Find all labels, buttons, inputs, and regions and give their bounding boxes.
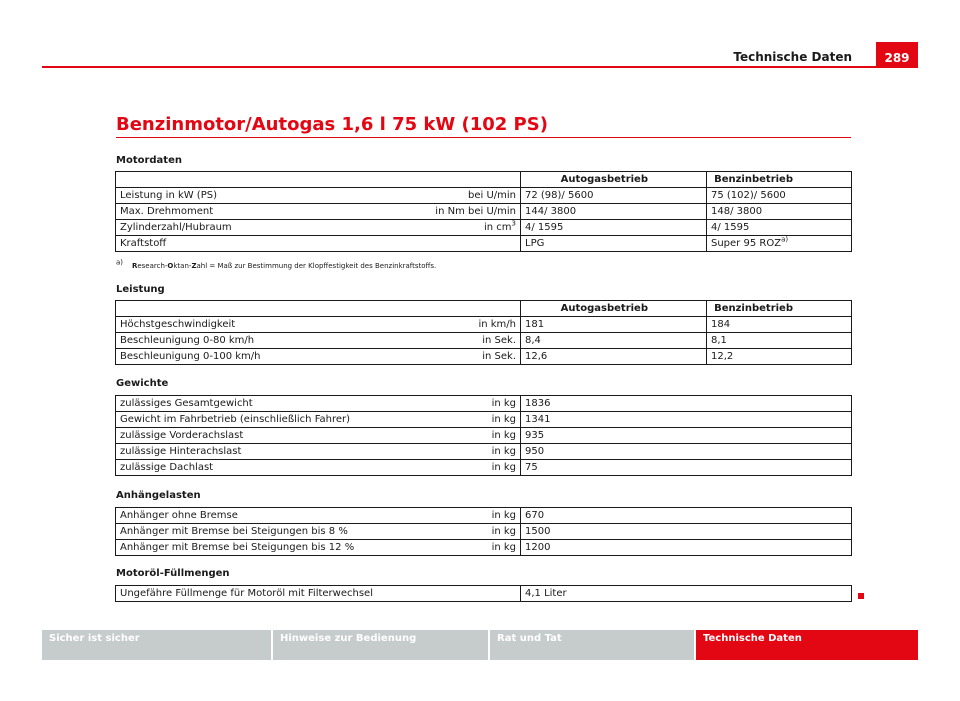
col-header-autogas: Autogasbetrieb [521, 301, 707, 317]
value-autogas: 144/ 3800 [521, 204, 707, 220]
value: 75 [521, 460, 852, 476]
section-label-motordaten: Motordaten [116, 155, 182, 166]
row-unit: in kg [406, 524, 521, 540]
row-unit [406, 236, 521, 252]
value-benzin [707, 236, 852, 252]
table-header-empty [116, 172, 521, 188]
row-unit: in kg [406, 428, 521, 444]
table-row [116, 540, 852, 556]
value-benzin: 148/ 3800 [707, 204, 852, 220]
table-row [116, 508, 852, 524]
row-label: Ungefähre Füllmenge für Motoröl mit Filterwechsel [116, 586, 521, 602]
table-row [116, 349, 852, 365]
col-header-benzin: Benzinbetrieb [707, 301, 852, 317]
row-label: Gewicht im Fahrbetrieb (einschließlich Fahrer) [116, 412, 406, 428]
footnote-initial: R [131, 262, 138, 270]
table-header-row [116, 301, 852, 317]
row-label: zulässige Dachlast [116, 460, 406, 476]
table-row [116, 204, 852, 220]
row-unit: in km/h [406, 317, 521, 333]
footnote-initial: O [167, 262, 174, 270]
col-header-benzin: Benzinbetrieb [707, 172, 852, 188]
table-row [116, 524, 852, 540]
table-row [116, 428, 852, 444]
row-unit: bei U/min [406, 188, 521, 204]
row-unit: in kg [406, 540, 521, 556]
row-label: Anhänger ohne Bremse [116, 508, 406, 524]
row-unit: in kg [406, 460, 521, 476]
value-autogas: 181 [521, 317, 707, 333]
table-row [116, 460, 852, 476]
section-label-anhaengelasten: Anhängelasten [116, 490, 201, 501]
table-motoroel [115, 585, 852, 602]
row-unit [406, 220, 521, 236]
page-header [0, 0, 960, 80]
section-label-motoroel: Motoröl-Füllmengen [116, 568, 230, 579]
section-label-gewichte: Gewichte [116, 378, 169, 389]
value: 1200 [521, 540, 852, 556]
footer-tab-rat-und-tat[interactable]: Rat und Tat [490, 630, 694, 660]
row-label: Anhänger mit Bremse bei Steigungen bis 8 % [116, 524, 406, 540]
row-label: zulässiges Gesamtgewicht [116, 396, 406, 412]
row-label: Leistung in kW (PS) [116, 188, 406, 204]
footer-tab-technische-daten[interactable]: Technische Daten [696, 630, 918, 660]
row-unit: in kg [406, 412, 521, 428]
footnote-initial: Z [191, 262, 197, 270]
value-autogas: 72 (98)/ 5600 [521, 188, 707, 204]
row-label: Max. Drehmoment [116, 204, 406, 220]
value-autogas: 4/ 1595 [521, 220, 707, 236]
table-row [116, 586, 852, 602]
footer-nav [42, 630, 918, 660]
value: 4,1 Liter [521, 586, 852, 602]
row-label: Anhänger mit Bremse bei Steigungen bis 12 % [116, 540, 406, 556]
table-row [116, 220, 852, 236]
page-number: 289 [876, 42, 918, 68]
table-anhaengelasten [115, 507, 852, 556]
row-label: Kraftstoff [116, 236, 406, 252]
table-row [116, 396, 852, 412]
footer-tab-bedienung[interactable]: Hinweise zur Bedienung [273, 630, 488, 660]
section-end-marker [858, 593, 864, 599]
footnote-text: esearch- [137, 262, 168, 270]
row-unit: in Sek. [406, 349, 521, 365]
table-row [116, 333, 852, 349]
row-unit-text: in cm [483, 222, 512, 233]
row-label: zulässige Vorderachslast [116, 428, 406, 444]
title-rule [116, 137, 851, 138]
table-row [116, 236, 852, 252]
row-unit: in kg [406, 444, 521, 460]
table-leistung [115, 300, 852, 365]
value-autogas: 8,4 [521, 333, 707, 349]
table-motordaten [115, 171, 852, 252]
table-row [116, 412, 852, 428]
row-label: Zylinderzahl/Hubraum [116, 220, 406, 236]
value-benzin: 75 (102)/ 5600 [707, 188, 852, 204]
value-benzin: 8,1 [707, 333, 852, 349]
value: 1836 [521, 396, 852, 412]
value-autogas: 12,6 [521, 349, 707, 365]
running-header-title: Technische Daten [733, 50, 852, 64]
section-label-leistung: Leistung [116, 284, 165, 295]
value-autogas: LPG [521, 236, 707, 252]
row-unit: in kg [406, 396, 521, 412]
value: 935 [521, 428, 852, 444]
row-unit: in Sek. [406, 333, 521, 349]
table-row [116, 444, 852, 460]
footnote-marker: a) [116, 258, 124, 267]
unit-superscript: 3 [511, 219, 516, 228]
table-row [116, 317, 852, 333]
col-header-autogas: Autogasbetrieb [521, 172, 707, 188]
value: 1500 [521, 524, 852, 540]
value-benzin-text: Super 95 ROZ [711, 238, 782, 249]
value: 670 [521, 508, 852, 524]
footnote [116, 258, 437, 270]
value-benzin: 12,2 [707, 349, 852, 365]
row-label: zulässige Hinterachslast [116, 444, 406, 460]
row-unit: in Nm bei U/min [406, 204, 521, 220]
value: 950 [521, 444, 852, 460]
row-label: Höchstgeschwindigkeit [116, 317, 406, 333]
table-header-empty [116, 301, 521, 317]
row-label: Beschleunigung 0-100 km/h [116, 349, 406, 365]
row-unit: in kg [406, 508, 521, 524]
footnote-text: ktan- [173, 262, 192, 270]
row-label: Beschleunigung 0-80 km/h [116, 333, 406, 349]
footnote-ref: a) [781, 235, 789, 244]
footer-tab-sicher[interactable]: Sicher ist sicher [42, 630, 271, 660]
table-gewichte [115, 395, 852, 476]
value-benzin: 184 [707, 317, 852, 333]
page-title: Benzinmotor/Autogas 1,6 l 75 kW (102 PS) [116, 114, 548, 135]
footnote-text: ahl = Maß zur Bestimmung der Klopffestigkeit des Benzinkraftstoffs. [196, 262, 437, 270]
table-row [116, 188, 852, 204]
header-rule [42, 66, 918, 68]
table-header-row [116, 172, 852, 188]
value-benzin: 4/ 1595 [707, 220, 852, 236]
value: 1341 [521, 412, 852, 428]
